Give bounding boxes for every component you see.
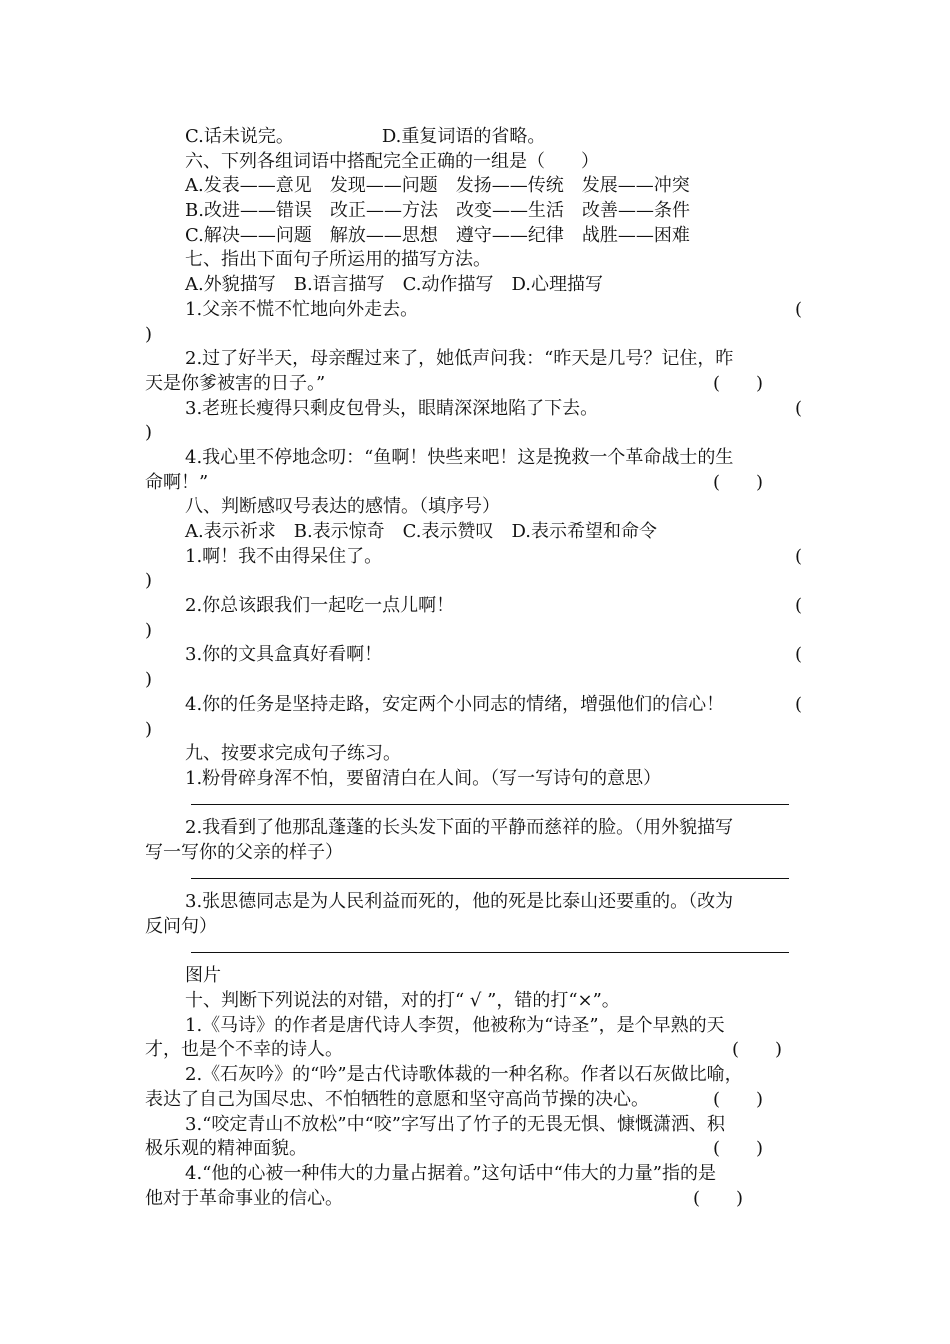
answer-blank-line[interactable] [191, 804, 789, 805]
worksheet-page [145, 125, 808, 1211]
answer-paren-close-line [145, 619, 808, 644]
answer-blank-line[interactable] [191, 952, 789, 953]
answer-paren-open: ( [795, 693, 803, 715]
answer-paren-close: ) [145, 619, 153, 641]
section9-title: 九、按要求完成句子练习。 [185, 743, 401, 765]
answer-line-row [145, 792, 808, 817]
answer-paren-open: ( [795, 545, 803, 567]
section8-q4 [145, 693, 808, 718]
section10-q2-line2 [145, 1088, 808, 1113]
section7-title: 七、指出下面句子所运用的描写方法。 [185, 249, 491, 271]
section8-q1 [145, 545, 808, 570]
section6-option-b: B.改进——错误 改正——方法 改变——生活 改善——条件 [185, 200, 690, 222]
answer-paren-open: ( [795, 298, 803, 320]
section10-q4-line1: 4.“他的心被一种伟大的力量占据着。”这句话中“伟大的力量”指的是 [185, 1162, 716, 1184]
section10-q1-line1: 1.《马诗》的作者是唐代诗人李贺，他被称为“诗圣”，是个早熟的天 [185, 1014, 725, 1036]
section9-q3-line2: 反问句） [145, 916, 217, 937]
section8-title: 八、判断感叹号表达的感情。（填序号） [185, 496, 500, 518]
answer-paren-close: ) [145, 570, 153, 592]
question-text: 表达了自己为国尽忠、不怕牺牲的意愿和坚守高尚节操的决心。 [145, 1088, 649, 1110]
section9-q3-line1: 3.张思德同志是为人民利益而死的，他的死是比泰山还要重的。（改为 [185, 891, 734, 913]
section7-options: A.外貌描写 B.语言描写 C.动作描写 D.心理描写 [185, 274, 604, 296]
answer-paren: ( ) [713, 372, 764, 394]
answer-paren-open: ( [795, 595, 803, 617]
option-d: D.重复词语的省略。 [381, 126, 546, 147]
question-text: 1.父亲不慌不忙地向外走去。 [185, 298, 419, 320]
answer-paren: ( ) [732, 1039, 783, 1061]
section6-option-a: A.发表——意见 发现——问题 发扬——传统 发展——冲突 [185, 175, 690, 197]
question-text: 3.你的文具盒真好看啊！ [185, 644, 383, 666]
section8-options: A.表示祈求 B.表示惊奇 C.表示赞叹 D.表示希望和命令 [185, 521, 658, 542]
section9-q2-line1: 2.我看到了他那乱蓬蓬的长头发下面的平静而慈祥的脸。（用外貌描写 [185, 817, 734, 839]
section7-q2-line1: 2.过了好半天，母亲醒过来了，她低声问我：“昨天是几号？记住，昨 [185, 348, 734, 370]
question-text: 3.老班长瘦得只剩皮包骨头，眼睛深深地陷了下去。 [185, 397, 599, 419]
answer-paren-close: ) [145, 422, 153, 444]
question-text: 才，也是个不幸的诗人。 [145, 1039, 343, 1061]
answer-blank-line[interactable] [191, 878, 789, 879]
section6-option-c: C.解决——问题 解放——思想 遵守——纪律 战胜——困难 [185, 224, 690, 246]
section5-options-cd [145, 125, 808, 150]
section10-title: 十、判断下列说法的对错，对的打“ √ ”，错的打“×”。 [185, 990, 620, 1012]
answer-paren-open: ( [795, 397, 803, 419]
answer-paren-close-line [145, 569, 808, 594]
section7-q1 [145, 298, 808, 323]
section10-q2-line1: 2.《石灰吟》的“吟”是古代诗歌体裁的一种名称。作者以石灰做比喻， [185, 1064, 743, 1086]
answer-paren: ( ) [713, 1088, 764, 1110]
section7-q2-line2 [145, 372, 808, 397]
answer-paren: ( ) [693, 1187, 744, 1209]
section9-q2-line2: 写一写你的父亲的样子） [145, 841, 343, 863]
section8-q3 [145, 643, 808, 668]
image-placeholder-label: 图片 [185, 965, 221, 987]
answer-paren-close: ) [145, 669, 153, 691]
section6-title: 六、下列各组词语中搭配完全正确的一组是（ ） [185, 150, 599, 172]
section10-q3-line2 [145, 1137, 808, 1162]
section7-q4-line2 [145, 471, 808, 496]
answer-line-row [145, 866, 808, 891]
section8-q2 [145, 594, 808, 619]
answer-paren-close: ) [145, 718, 153, 740]
section9-q1: 1.粉骨碎身浑不怕，要留清白在人间。（写一写诗句的意思） [185, 767, 662, 789]
question-text: 4.你的任务是坚持走路，安定两个小同志的情绪，增强他们的信心！ [185, 693, 725, 715]
question-text: 他对于革命事业的信心。 [145, 1187, 343, 1209]
option-c: C.话未说完。 [185, 126, 294, 147]
answer-paren: ( ) [713, 1138, 764, 1160]
section10-q4-line2 [145, 1187, 808, 1212]
answer-paren-close-line [145, 421, 808, 446]
section7-q3 [145, 397, 808, 422]
question-text: 命啊！” [145, 471, 209, 493]
question-text: 2.你总该跟我们一起吃一点儿啊！ [185, 595, 455, 617]
answer-paren: ( ) [713, 471, 764, 493]
section10-q1-line2 [145, 1038, 808, 1063]
answer-paren-close: ) [145, 323, 153, 345]
question-text: 天是你爹被害的日子。” [145, 372, 326, 394]
answer-paren-close-line [145, 718, 808, 743]
question-text: 极乐观的精神面貌。 [145, 1138, 307, 1160]
answer-paren-close-line [145, 668, 808, 693]
answer-line-row [145, 940, 808, 965]
question-text: 1.啊！我不由得呆住了。 [185, 545, 383, 567]
section7-q4-line1: 4.我心里不停地念叨：“鱼啊！快些来吧！这是挽救一个革命战士的生 [185, 446, 734, 468]
section10-q3-line1: 3.“咬定青山不放松”中“咬”字写出了竹子的无畏无惧、慷慨潇洒、积 [185, 1113, 725, 1135]
answer-paren-close-line [145, 323, 808, 348]
answer-paren-open: ( [795, 644, 803, 666]
